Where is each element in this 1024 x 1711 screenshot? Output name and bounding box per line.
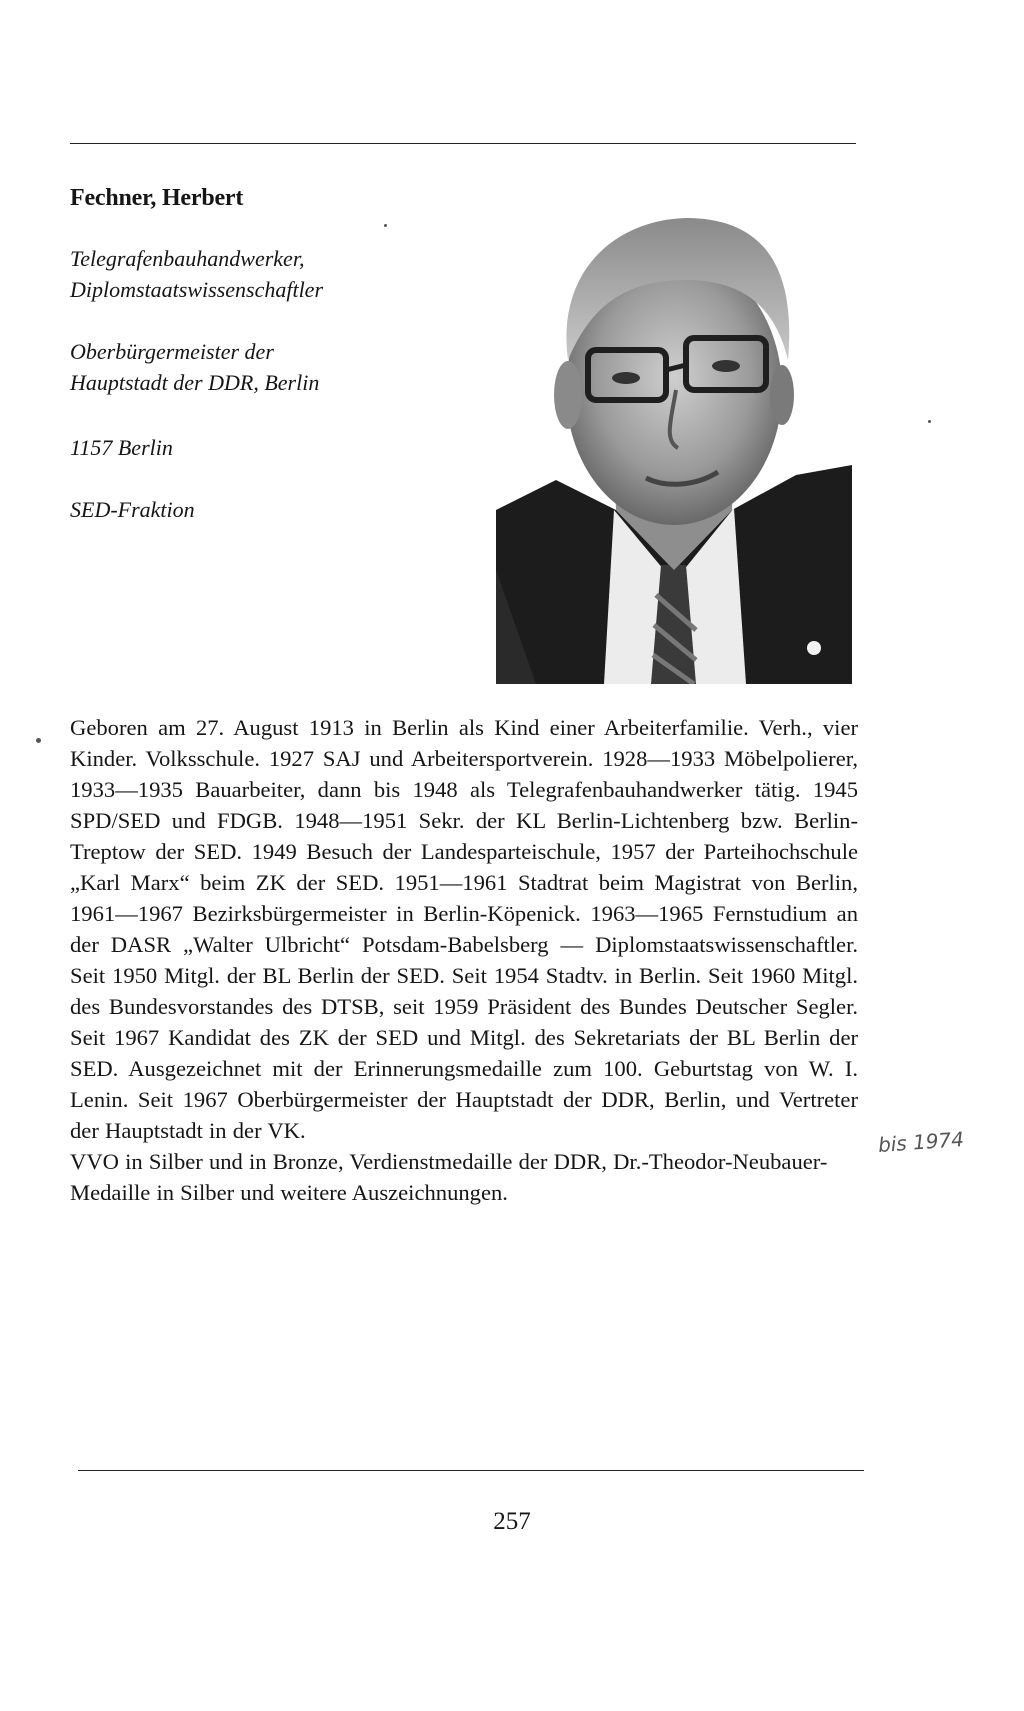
top-rule: [70, 143, 856, 144]
biography: [70, 712, 858, 1208]
bottom-rule: [78, 1470, 864, 1471]
scan-speck: [384, 224, 387, 227]
profession-line-1: Telegrafenbauhandwerker,: [70, 246, 305, 271]
address: 1157 Berlin: [70, 435, 173, 460]
portrait-photo-icon: [496, 210, 852, 684]
handwritten-margin-note: bis 1974: [877, 1127, 965, 1157]
office-line-1: Oberbürgermeister der: [70, 339, 274, 364]
profession-line-2: Diplomstaatswissenschaftler: [70, 277, 324, 302]
biography-paragraph-1: Geboren am 27. August 1913 in Berlin als Kind einer Arbeiterfamilie. Verh., vier Kinder. Volksschule. 1927 SAJ und Arbeitersportverein. 1928—1933 Möbelpolierer, 1933—1935 Bauarbeiter, dann bis 1948 als Telegrafenbauhandwerker tätig. 1945 SPD/SED und FDGB. 1948—1951 Sekr. der KL Berlin-Lichtenberg bzw. Berlin-Treptow der SED. 1949 Besuch der Landesparteischule, 1957 der Parteihochschule „Karl Marx“ beim ZK der SED. 1951—1961 Stadtrat beim Magistrat von Berlin, 1961—1967 Bezirksbürgermeister in Berlin-Köpenick. 1963—1965 Fernstudium an der DASR „Walter Ulbricht“ Potsdam-Babelsberg — Diplomstaatswissenschaftler. Seit 1950 Mitgl. der BL Berlin der SED. Seit 1954 Stadtv. in Berlin. Seit 1960 Mitgl. des Bundesvorstandes des DTSB, seit 1959 Präsident des Bundes Deutscher Segler. Seit 1967 Kandidat des ZK der SED und Mitgl. des Sekretariats der BL Berlin der SED. Ausgezeichnet mit der Erinnerungsmedaille zum 100. Geburtstag von W. I. Lenin. Seit 1967 Oberbürgermeister der Hauptstadt der DDR, Berlin, und Vertreter der Hauptstadt in der VK.: [70, 715, 858, 1143]
portrait-photo: [496, 210, 852, 684]
page-number: 257: [493, 1508, 531, 1535]
scan-speck: [928, 420, 931, 423]
office-line-2: Hauptstadt der DDR, Berlin: [70, 370, 320, 395]
scan-speck: [36, 738, 41, 743]
fraction: SED-Fraktion: [70, 497, 195, 522]
office: [70, 336, 319, 398]
entry-name: Fechner, Herbert: [70, 185, 244, 211]
profession: [70, 243, 323, 305]
biography-paragraph-2: VVO in Silber und in Bronze, Verdienstmedaille der DDR, Dr.-Theodor-Neubauer-Medaille in Silber und weitere Auszeichnungen.: [70, 1149, 828, 1205]
